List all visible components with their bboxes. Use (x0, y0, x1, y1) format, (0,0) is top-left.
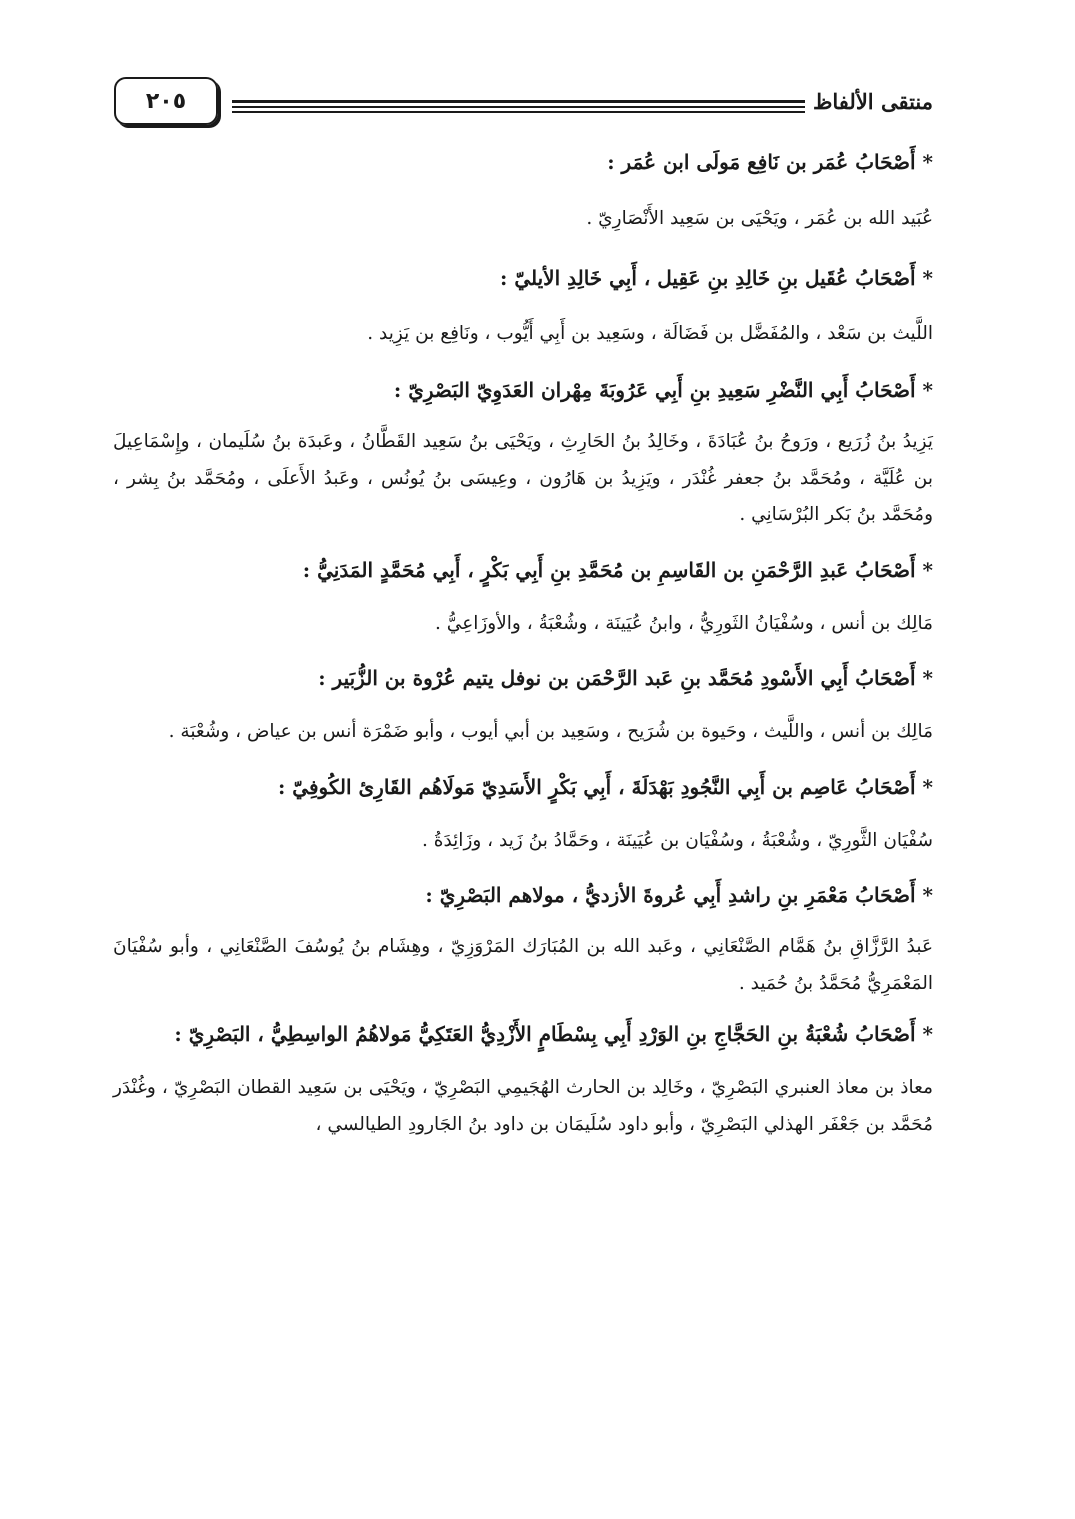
section-text: يَزِيدُ بنُ زُرَيع ، ورَوحُ بنُ عُبَادَةَ ، وخَالِدُ بنُ الحَارِثِ ، ويَحْيَى بنُ سَعِيد القَطَّانُ ، وعَبدَة بنُ سُلَيمان ، وإِسْمَاعِيلَ بن عُلَيَّة ، ومُحَمَّد بنُ جعفر غُنْدَر ، ويَزِيدُ بن هَارُون ، وعِيسَى بنُ يُونُس ، وعَبدُ الأَعلَى ، ومُحَمَّد بنُ بِشر ، ومُحَمَّد بنُ بَكر البُرْسَانِي . (113, 431, 933, 525)
page-number-box (114, 77, 218, 125)
section-heading: * أَصْحَابُ عُقَيل بنِ خَالِدِ بنِ عَقِيل ، أَبِي خَالِدِ الأيليّ : (499, 265, 933, 290)
section-heading: * أَصْحَابُ عَاصِم بن أَبِي النَّجُودِ بَهْدَلَةَ ، أَبِي بَكْرٍ الأَسَدِيّ مَولَاهُم القَارِئ الكُوفِيّ : (277, 774, 933, 799)
section-text: مَالِك بن أنس ، واللَّيث ، وحَيوة بن شُرَيح ، وسَعِيد بن أبي أيوب ، وأبو ضَمْرَة أنس بن عياض ، وشُعْبَة . (168, 721, 933, 742)
page-number: ٢٠٥ (145, 88, 187, 114)
header-rule-top (232, 100, 805, 103)
section-text: معاذ بن معاذ العنبري البَصْرِيّ ، وخَالِد بن الحارث الهُجَيمِي البَصْرِيّ ، ويَحْيَى بن سَعِيد القطان البَصْرِيّ ، وغُنْدَر مُحَمَّد بن جَعْفَر الهذلي البَصْرِيّ ، وأبو داود سُلَيمَان بن داود بنُ الجَارودِ الطيالسي ، (113, 1077, 933, 1135)
section-heading: * أَصْحَابُ شُعْبَةُ بنِ الحَجَّاجِ بنِ الوَرْدِ أَبِي بِسْطَامٍ الأَزْدِيُّ العَتَكِيُّ مَولاهُمُ الواسِطِيُّ ، البَصْرِيّ : (174, 1022, 933, 1046)
section-heading: * أَصْحَابُ عُمَر بن نَافِع مَولَى ابن عُمَر : (607, 150, 933, 174)
running-title: منتقى الألفاظ (812, 89, 933, 114)
section-heading: * أَصْحَابُ عَبدِ الرَّحْمَنِ بن القَاسِمِ بن مُحَمَّدِ بنِ أَبِي بَكْرٍ ، أَبِي مُحَمَّدٍ المَدَنِيُّ : (302, 557, 933, 582)
section-heading: * أَصْحَابُ مَعْمَرِ بنِ راشدِ أَبِي عُروةَ الأزديُّ ، مولاهم البَصْرِيّ : (425, 883, 933, 907)
header-rule-bottom (232, 111, 805, 113)
section-heading: * أَصْحَابُ أَبِي الأَسْودِ مُحَمَّد بنِ عَبد الرَّحْمَن بن نوفل يتيم عُرْوة بن الزُّبَير : (318, 666, 933, 690)
section-text: اللَّيث بن سَعْد ، والمُفَضَّل بن فَضَالَة ، وسَعِيد بن أَبِي أَيُّوب ، ونَافِع بن يَزِيد . (367, 322, 933, 344)
page-body (113, 146, 933, 1143)
section-text: عَبدُ الرَّزَّاقِ بنُ هَمَّام الصَّنْعَانِي ، وعَبد الله بن المُبَارَك المَرْوَزِيّ ، وهِشَام بنُ يُوسُفَ الصَّنْعَانِي ، وأبو سُفْيَانَ المَعْمَرِيُّ مُحَمَّدُ بنُ حُمَيد . (113, 936, 933, 994)
section-text: مَالِك بن أنس ، وسُفْيَانُ الثَورِيُّ ، وابنُ عُيَينَة ، وشُعْبَةُ ، والأوزَاعِيُّ . (435, 612, 933, 634)
header-rule-middle (232, 106, 805, 108)
section-text: عُبَيد الله بن عُمَر ، ويَحْيَى بن سَعِيد الأَنْصَارِيّ . (586, 208, 933, 229)
section-text: سُفْيَان الثَّورِيّ ، وشُعْبَةُ ، وسُفْيَان بن عُيَينَة ، وحَمَّادُ بنُ زَيد ، وزَائِدَةُ . (421, 829, 933, 851)
section-heading: * أَصْحَابُ أَبِي النَّضْرِ سَعِيدِ بنِ أَبِي عَرُوبَةَ مِهْران العَدَوِيّ البَصْرِيّ : (393, 378, 933, 402)
